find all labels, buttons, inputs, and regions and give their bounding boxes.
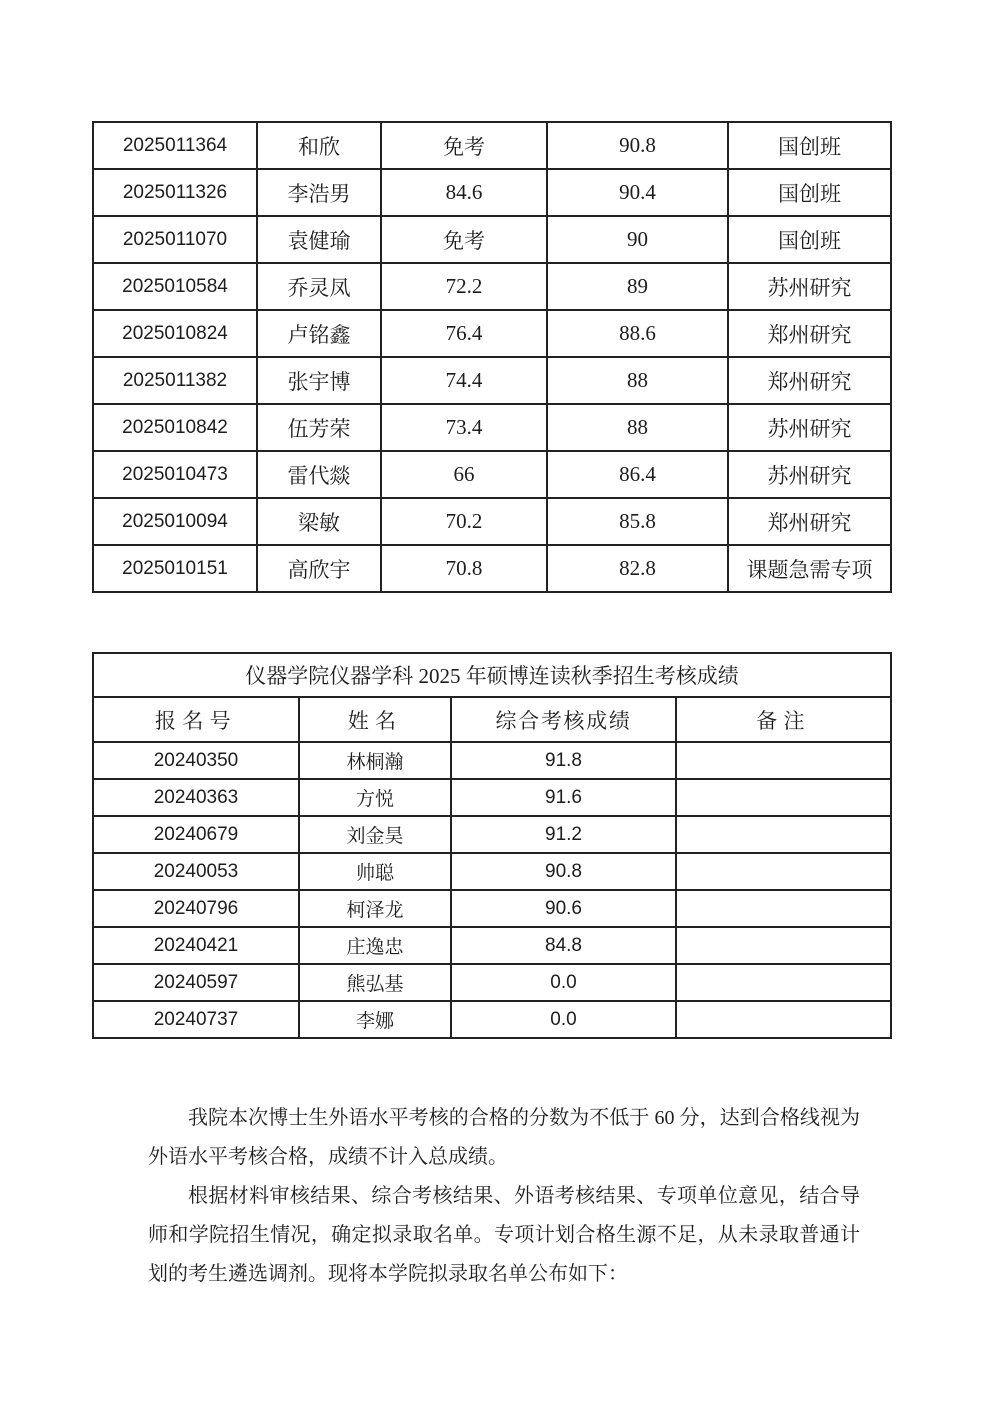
applicant-id-cell: 2025010824 — [93, 310, 257, 357]
table1-row — [93, 216, 891, 263]
overall-score-cell: 84.8 — [451, 927, 676, 964]
remark-cell: 苏州研究 — [728, 451, 891, 498]
applicant-name-cell: 方悦 — [299, 779, 451, 816]
header-overall-score: 综合考核成绩 — [451, 697, 676, 742]
table2-row — [93, 890, 891, 927]
table1-row — [93, 122, 891, 169]
overall-score-cell: 0.0 — [451, 1001, 676, 1038]
applicant-id-cell: 20240421 — [93, 927, 299, 964]
body-paragraph-admission-list-intro: 根据材料审核结果、综合考核结果、外语考核结果、专项单位意见，结合导师和学院招生情况，确定拟录取名单。专项计划合格生源不足，从未录取普通计划的考生遴选调剂。现将本学院拟录取名单公布如下： — [148, 1185, 860, 1285]
remark-cell: 课题急需专项 — [728, 545, 891, 592]
applicant-name-cell: 帅聪 — [299, 853, 451, 890]
remark-cell — [676, 927, 891, 964]
applicant-name-cell: 庄逸忠 — [299, 927, 451, 964]
remark-cell: 郑州研究 — [728, 498, 891, 545]
applicant-id-cell: 2025010584 — [93, 263, 257, 310]
header-remark: 备注 — [676, 697, 891, 742]
table2-row — [93, 964, 891, 1001]
remark-cell — [676, 742, 891, 779]
overall-score-cell: 91.6 — [451, 779, 676, 816]
applicant-name-cell: 卢铭鑫 — [257, 310, 381, 357]
table2-header-row — [93, 697, 891, 742]
remark-cell: 郑州研究 — [728, 310, 891, 357]
applicant-id-cell: 2025011070 — [93, 216, 257, 263]
table2-head — [93, 653, 891, 742]
table2-row — [93, 742, 891, 779]
body-text — [148, 1099, 860, 1294]
remark-cell — [676, 779, 891, 816]
applicant-name-cell: 梁敏 — [257, 498, 381, 545]
table1-row — [93, 310, 891, 357]
overall-score-cell: 88.6 — [547, 310, 728, 357]
applicant-name-cell: 乔灵凤 — [257, 263, 381, 310]
applicant-id-cell: 20240053 — [93, 853, 299, 890]
applicant-id-cell: 2025011382 — [93, 357, 257, 404]
applicant-name-cell: 袁健瑜 — [257, 216, 381, 263]
overall-score-cell: 86.4 — [547, 451, 728, 498]
table2-row — [93, 1001, 891, 1038]
remark-cell: 苏州研究 — [728, 263, 891, 310]
applicant-id-cell: 2025011364 — [93, 122, 257, 169]
applicant-id-cell: 20240679 — [93, 816, 299, 853]
instrument-school-score-table — [92, 652, 892, 1039]
applicant-name-cell: 雷代燚 — [257, 451, 381, 498]
overall-score-cell: 91.2 — [451, 816, 676, 853]
applicant-name-cell: 李浩男 — [257, 169, 381, 216]
applicant-id-cell: 2025011326 — [93, 169, 257, 216]
overall-score-cell: 90.6 — [451, 890, 676, 927]
applicant-name-cell: 和欣 — [257, 122, 381, 169]
overall-score-cell: 90 — [547, 216, 728, 263]
foreign-language-score-cell: 76.4 — [381, 310, 547, 357]
foreign-language-score-cell: 72.2 — [381, 263, 547, 310]
applicant-id-cell: 20240796 — [93, 890, 299, 927]
overall-score-cell: 89 — [547, 263, 728, 310]
applicant-name-cell: 伍芳荣 — [257, 404, 381, 451]
foreign-language-score-cell: 70.8 — [381, 545, 547, 592]
table1-row — [93, 498, 891, 545]
applicant-name-cell: 熊弘基 — [299, 964, 451, 1001]
remark-cell — [676, 816, 891, 853]
remark-cell: 郑州研究 — [728, 357, 891, 404]
table1-row — [93, 357, 891, 404]
remark-cell: 国创班 — [728, 169, 891, 216]
table2-row — [93, 816, 891, 853]
applicant-id-cell: 2025010151 — [93, 545, 257, 592]
table2-title: 仪器学院仪器学科 2025 年硕博连读秋季招生考核成绩 — [93, 653, 891, 697]
header-name: 姓名 — [299, 697, 451, 742]
applicant-name-cell: 高欣宇 — [257, 545, 381, 592]
applicant-id-cell: 2025010473 — [93, 451, 257, 498]
table2-row — [93, 853, 891, 890]
applicant-id-cell: 20240737 — [93, 1001, 299, 1038]
body-paragraph-foreign-language-rule: 我院本次博士生外语水平考核的合格的分数为不低于 60 分，达到合格线视为外语水平考核合格，成绩不计入总成绩。 — [148, 1107, 860, 1168]
overall-score-cell: 85.8 — [547, 498, 728, 545]
foreign-language-score-cell: 73.4 — [381, 404, 547, 451]
applicant-id-cell: 20240597 — [93, 964, 299, 1001]
remark-cell: 国创班 — [728, 216, 891, 263]
overall-score-cell: 0.0 — [451, 964, 676, 1001]
remark-cell: 苏州研究 — [728, 404, 891, 451]
overall-score-cell: 90.8 — [451, 853, 676, 890]
table2-body — [93, 742, 891, 1038]
table1-row — [93, 404, 891, 451]
table1-row — [93, 451, 891, 498]
applicant-name-cell: 刘金昊 — [299, 816, 451, 853]
overall-score-cell: 88 — [547, 357, 728, 404]
applicant-name-cell: 李娜 — [299, 1001, 451, 1038]
overall-score-cell: 90.8 — [547, 122, 728, 169]
table1-row — [93, 545, 891, 592]
remark-cell — [676, 1001, 891, 1038]
applicant-name-cell: 柯泽龙 — [299, 890, 451, 927]
remark-cell — [676, 890, 891, 927]
table1-body — [93, 122, 891, 592]
foreign-language-score-cell: 70.2 — [381, 498, 547, 545]
remark-cell — [676, 964, 891, 1001]
remark-cell: 国创班 — [728, 122, 891, 169]
foreign-language-score-cell: 免考 — [381, 122, 547, 169]
table1-row — [93, 263, 891, 310]
foreign-language-score-cell: 66 — [381, 451, 547, 498]
table2-title-row — [93, 653, 891, 697]
applicant-name-cell: 张宇博 — [257, 357, 381, 404]
table1-row — [93, 169, 891, 216]
applicant-name-cell: 林桐瀚 — [299, 742, 451, 779]
overall-score-cell: 82.8 — [547, 545, 728, 592]
table2-row — [93, 779, 891, 816]
applicant-id-cell: 2025010094 — [93, 498, 257, 545]
table2-row — [93, 927, 891, 964]
overall-score-cell: 90.4 — [547, 169, 728, 216]
header-applicant-id: 报名号 — [93, 697, 299, 742]
doctoral-score-table-continued — [92, 121, 892, 593]
foreign-language-score-cell: 84.6 — [381, 169, 547, 216]
applicant-id-cell: 2025010842 — [93, 404, 257, 451]
overall-score-cell: 88 — [547, 404, 728, 451]
remark-cell — [676, 853, 891, 890]
applicant-id-cell: 20240350 — [93, 742, 299, 779]
foreign-language-score-cell: 74.4 — [381, 357, 547, 404]
foreign-language-score-cell: 免考 — [381, 216, 547, 263]
applicant-id-cell: 20240363 — [93, 779, 299, 816]
overall-score-cell: 91.8 — [451, 742, 676, 779]
